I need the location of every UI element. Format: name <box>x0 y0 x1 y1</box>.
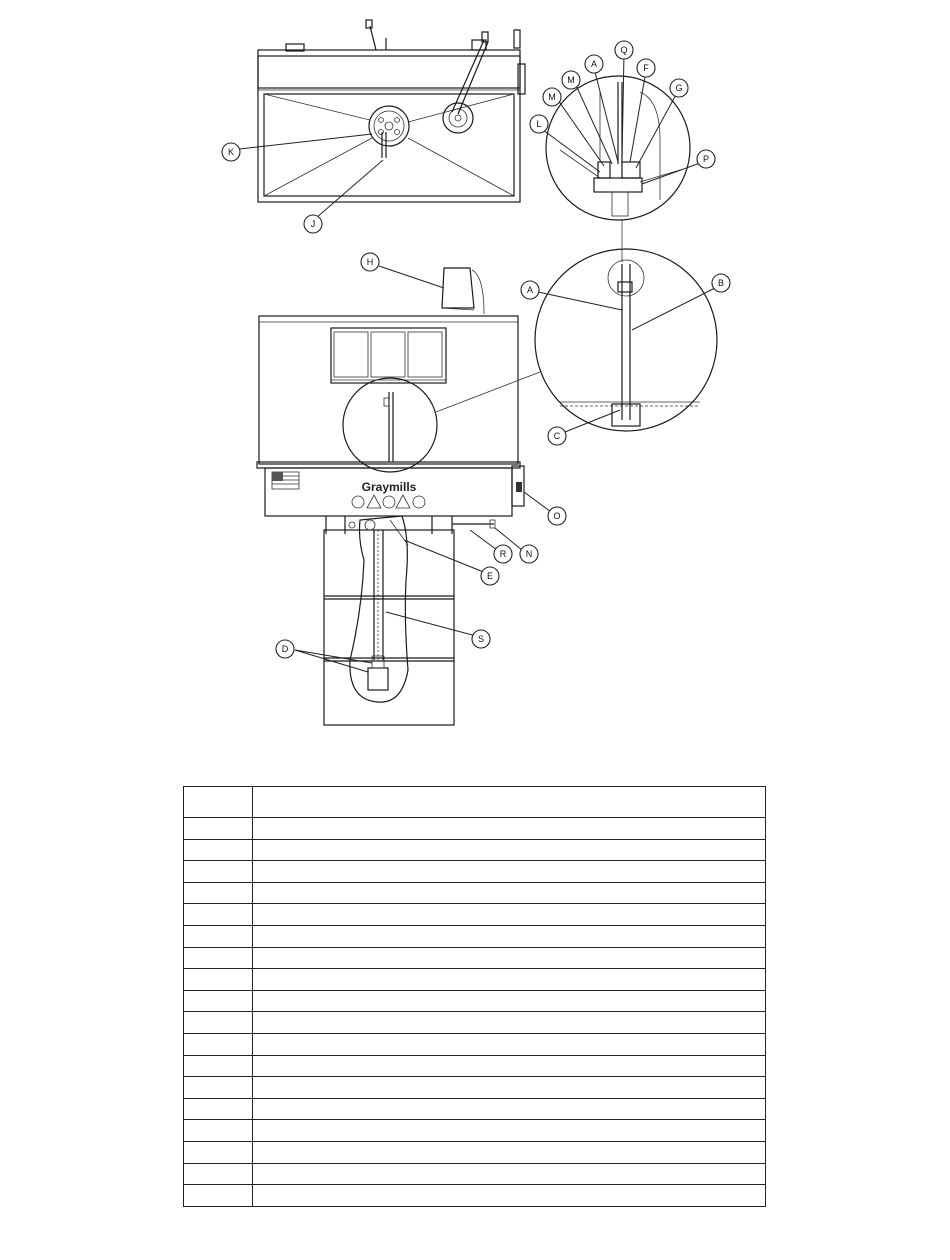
svg-text:L: L <box>536 119 542 129</box>
leader-lines <box>231 53 717 672</box>
table-cell-letter <box>184 818 253 840</box>
header-cell-description <box>253 787 766 818</box>
table-cell-description <box>253 1077 766 1099</box>
table-cell-letter <box>184 861 253 883</box>
table-header-row <box>184 787 766 818</box>
table-cell-letter <box>184 1163 253 1185</box>
svg-text:M: M <box>567 75 575 85</box>
callout-A-tube <box>521 281 539 299</box>
callout-K <box>222 143 240 161</box>
callout-R <box>494 545 512 563</box>
table-row <box>184 1141 766 1163</box>
table-cell-description <box>253 882 766 904</box>
svg-text:N: N <box>525 549 533 559</box>
callout-L <box>530 115 548 133</box>
table-row <box>184 990 766 1012</box>
callout-B <box>712 274 730 292</box>
parts-list-table <box>183 786 766 1207</box>
table-row <box>184 839 766 861</box>
table-cell-description <box>253 904 766 926</box>
parts-table-body <box>184 787 766 1207</box>
table-cell-description <box>253 947 766 969</box>
table-cell-description <box>253 969 766 991</box>
table-row <box>184 947 766 969</box>
svg-text:J: J <box>310 219 316 229</box>
table-cell-description <box>253 1055 766 1077</box>
table-cell-letter <box>184 1120 253 1142</box>
table-cell-description <box>253 925 766 947</box>
callout-S <box>472 630 490 648</box>
svg-text:C: C <box>553 431 561 441</box>
callout-E <box>481 567 499 585</box>
table-row <box>184 882 766 904</box>
table-row <box>184 1185 766 1207</box>
table-row <box>184 1120 766 1142</box>
table-cell-letter <box>184 1185 253 1207</box>
svg-text:F: F <box>643 63 649 73</box>
callout-P <box>697 150 715 168</box>
table-cell-letter <box>184 925 253 947</box>
table-cell-description <box>253 818 766 840</box>
table-cell-description <box>253 1141 766 1163</box>
svg-text:E: E <box>486 571 494 581</box>
table-row <box>184 861 766 883</box>
callout-N <box>520 545 538 563</box>
callout-J <box>304 215 322 233</box>
table-cell-description <box>253 839 766 861</box>
svg-text:P: P <box>702 154 710 164</box>
callout-A-detail <box>585 55 603 73</box>
table-cell-description <box>253 1163 766 1185</box>
table-cell-letter <box>184 1077 253 1099</box>
table-row <box>184 925 766 947</box>
table-row <box>184 1163 766 1185</box>
svg-text:A: A <box>526 285 534 295</box>
table-row <box>184 904 766 926</box>
callout-O <box>548 507 566 525</box>
table-row <box>184 1012 766 1034</box>
table-cell-letter <box>184 1033 253 1055</box>
callout-C <box>548 427 566 445</box>
table-cell-description <box>253 990 766 1012</box>
callout-D <box>276 640 294 658</box>
table-cell-letter <box>184 1141 253 1163</box>
table-cell-letter <box>184 969 253 991</box>
svg-text:A: A <box>590 59 598 69</box>
table-cell-description <box>253 1185 766 1207</box>
table-row <box>184 1033 766 1055</box>
table-cell-description <box>253 1033 766 1055</box>
svg-text:H: H <box>366 257 374 267</box>
table-row <box>184 1098 766 1120</box>
table-row <box>184 818 766 840</box>
table-cell-description <box>253 1012 766 1034</box>
svg-text:M: M <box>548 92 556 102</box>
table-cell-description <box>253 1098 766 1120</box>
table-cell-description <box>253 861 766 883</box>
brand-label: Graymills <box>361 480 417 494</box>
svg-text:D: D <box>281 644 289 654</box>
front-view <box>257 268 524 725</box>
top-view <box>258 20 525 202</box>
header-cell-letter <box>184 787 253 818</box>
detail-view-lower <box>436 220 717 431</box>
table-cell-letter <box>184 990 253 1012</box>
table-row <box>184 1055 766 1077</box>
table-cell-letter <box>184 882 253 904</box>
callout-G <box>670 79 688 97</box>
table-row <box>184 969 766 991</box>
svg-text:Q: Q <box>620 45 628 55</box>
callout-H <box>361 253 379 271</box>
svg-text:K: K <box>227 147 235 157</box>
table-cell-letter <box>184 1012 253 1034</box>
svg-text:G: G <box>675 83 683 93</box>
callout-Q <box>615 41 633 59</box>
table-cell-letter <box>184 839 253 861</box>
svg-text:S: S <box>477 634 485 644</box>
table-cell-letter <box>184 904 253 926</box>
svg-text:R: R <box>499 549 507 559</box>
svg-text:O: O <box>553 511 561 521</box>
svg-text:B: B <box>717 278 725 288</box>
table-row <box>184 1077 766 1099</box>
table-cell-letter <box>184 947 253 969</box>
callout-M-upper <box>562 71 580 89</box>
table-cell-description <box>253 1120 766 1142</box>
table-cell-letter <box>184 1055 253 1077</box>
table-cell-letter <box>184 1098 253 1120</box>
callout-M-lower <box>543 88 561 106</box>
callout-F <box>637 59 655 77</box>
